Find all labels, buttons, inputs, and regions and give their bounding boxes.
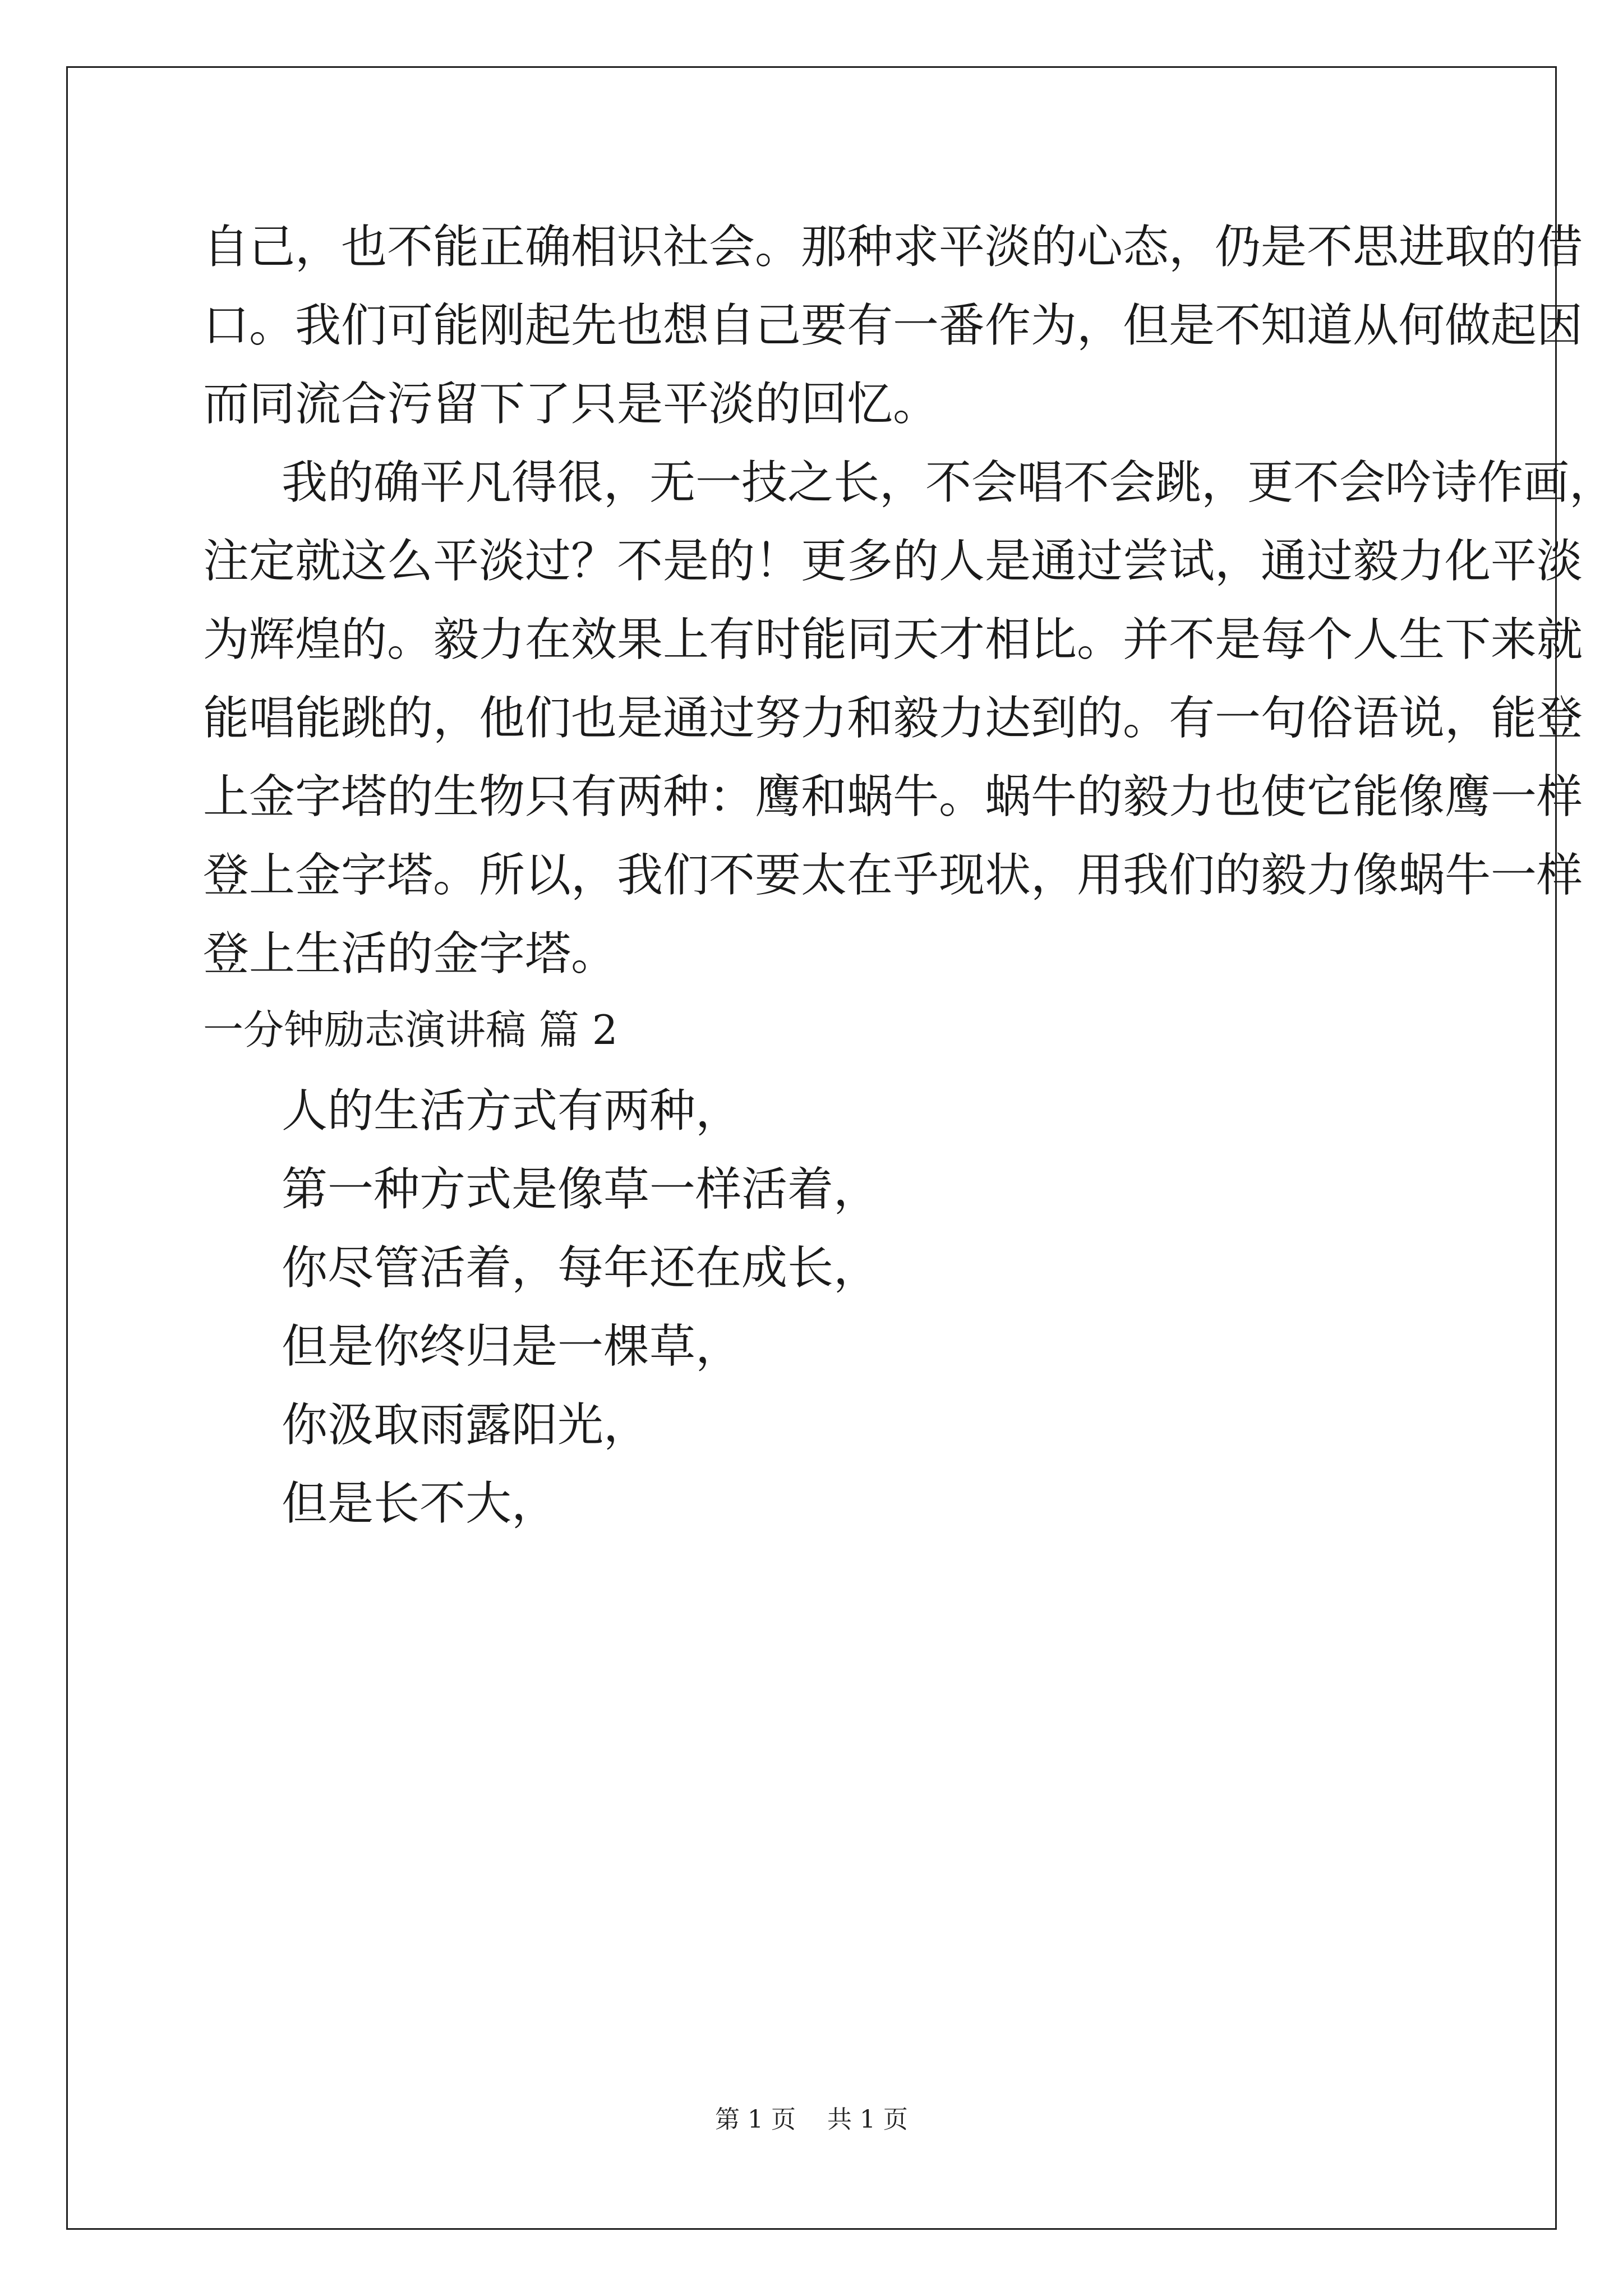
verse-line: 第一种方式是像草一样活着， <box>282 1163 880 1216</box>
paragraph-line: 口。我们可能刚起先也想自己要有一番作为，但是不知道从何做起因 <box>203 299 1583 352</box>
paragraph-line: 登上金字塔。所以，我们不要太在乎现状，用我们的毅力像蜗牛一样 <box>203 849 1583 902</box>
verse-line: 但是你终归是一棵草， <box>282 1320 742 1373</box>
section-heading: 一分钟励志演讲稿 篇 2 <box>203 1006 618 1053</box>
page-footer: 第 1 页 共 1 页 <box>715 2105 908 2134</box>
paragraph-line: 为辉煌的。毅力在效果上有时能同天才相比。并不是每个人生下来就 <box>203 613 1583 666</box>
paragraph-line: 上金字塔的生物只有两种：鹰和蜗牛。蜗牛的毅力也使它能像鹰一样 <box>203 770 1583 823</box>
verse-line: 人的生活方式有两种， <box>282 1084 742 1138</box>
paragraph-line: 我的确平凡得很，无一技之长，不会唱不会跳，更不会吟诗作画， <box>282 456 1616 509</box>
verse-line: 但是长不大， <box>282 1477 558 1530</box>
paragraph-line: 能唱能跳的，他们也是通过努力和毅力达到的。有一句俗语说，能登 <box>203 692 1583 745</box>
paragraph-line: 而同流合污留下了只是平淡的回忆。 <box>203 378 939 431</box>
paragraph-line: 登上生活的金字塔。 <box>203 927 617 981</box>
verse-line: 你汲取雨露阳光， <box>282 1398 650 1452</box>
paragraph-line: 自己，也不能正确相识社会。那种求平淡的心态，仍是不思进取的借 <box>203 220 1583 274</box>
verse-line: 你尽管活着，每年还在成长， <box>282 1241 880 1295</box>
paragraph-line: 注定就这么平淡过？不是的！更多的人是通过尝试，通过毅力化平淡 <box>203 535 1583 588</box>
